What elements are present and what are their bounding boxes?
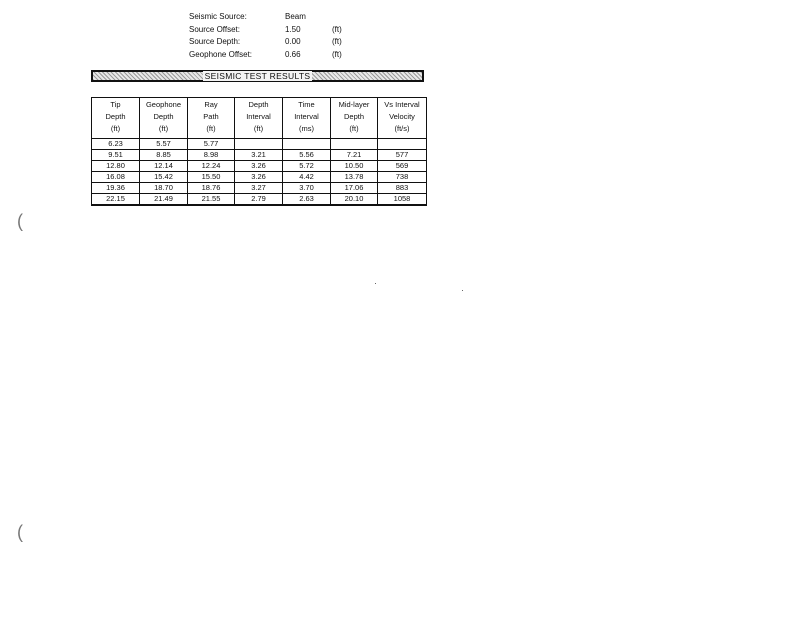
- header-time-interval: Time Interval (ms): [283, 98, 331, 139]
- table-row: [92, 150, 427, 161]
- banner-title: SEISMIC TEST RESULTS: [204, 71, 311, 81]
- cell-ray-path: 21.55: [188, 194, 235, 206]
- param-label: Geophone Offset:: [189, 49, 253, 59]
- cell-vs-interval-velocity: 738: [378, 172, 427, 183]
- cell-geophone-depth: 5.57: [140, 139, 188, 150]
- cell-depth-interval: [235, 139, 283, 150]
- cell-depth-interval: 3.26: [235, 161, 283, 172]
- cell-tip-depth: 16.08: [92, 172, 140, 183]
- cell-time-interval: 4.42: [283, 172, 331, 183]
- table-row: [92, 172, 427, 183]
- cell-mid-layer-depth: 13.78: [331, 172, 378, 183]
- cell-time-interval: [283, 139, 331, 150]
- table-row: [92, 139, 427, 150]
- table-header-row: [92, 98, 427, 139]
- param-label: Source Offset:: [189, 24, 240, 34]
- cell-vs-interval-velocity: 577: [378, 150, 427, 161]
- cell-vs-interval-velocity: 1058: [378, 194, 427, 206]
- cell-tip-depth: 22.15: [92, 194, 140, 206]
- cell-depth-interval: 3.27: [235, 183, 283, 194]
- header-vs-interval-velocity: Vs Interval Velocity (ft/s): [378, 98, 427, 139]
- param-value: Beam: [285, 12, 306, 21]
- param-label: Seismic Source:: [189, 12, 247, 21]
- cell-tip-depth: 19.36: [92, 183, 140, 194]
- cell-mid-layer-depth: [331, 139, 378, 150]
- header-ray-path: Ray Path (ft): [188, 98, 235, 139]
- cell-depth-interval: 3.26: [235, 172, 283, 183]
- cell-vs-interval-velocity: 569: [378, 161, 427, 172]
- cell-ray-path: 8.98: [188, 150, 235, 161]
- cell-ray-path: 18.76: [188, 183, 235, 194]
- cell-ray-path: 12.24: [188, 161, 235, 172]
- header-geophone-depth: Geophone Depth (ft): [140, 98, 188, 139]
- cell-mid-layer-depth: 7.21: [331, 150, 378, 161]
- param-unit: (ft): [332, 24, 342, 34]
- cell-geophone-depth: 18.70: [140, 183, 188, 194]
- section-banner: [91, 70, 424, 82]
- cell-mid-layer-depth: 20.10: [331, 194, 378, 206]
- param-unit: (ft): [332, 49, 342, 59]
- scan-speck: [462, 290, 463, 291]
- table-row: [92, 161, 427, 172]
- cell-time-interval: 5.72: [283, 161, 331, 172]
- cell-tip-depth: 9.51: [92, 150, 140, 161]
- cell-mid-layer-depth: 17.06: [331, 183, 378, 194]
- header-mid-layer-depth: Mid-layer Depth (ft): [331, 98, 378, 139]
- cell-vs-interval-velocity: 883: [378, 183, 427, 194]
- table-row: [92, 194, 427, 206]
- param-value: 1.50: [285, 24, 301, 34]
- cell-geophone-depth: 8.85: [140, 150, 188, 161]
- cell-tip-depth: 6.23: [92, 139, 140, 150]
- param-unit: (ft): [332, 37, 342, 46]
- table-row: [92, 183, 427, 194]
- seismic-results-table: [91, 97, 427, 206]
- binder-hole-mark: (: [17, 522, 23, 542]
- cell-depth-interval: 2.79: [235, 194, 283, 206]
- scan-speck: [375, 283, 376, 284]
- cell-ray-path: 15.50: [188, 172, 235, 183]
- cell-vs-interval-velocity: [378, 139, 427, 150]
- cell-geophone-depth: 21.49: [140, 194, 188, 206]
- param-label: Source Depth:: [189, 37, 241, 46]
- cell-geophone-depth: 15.42: [140, 172, 188, 183]
- cell-tip-depth: 12.80: [92, 161, 140, 172]
- binder-hole-mark: (: [17, 211, 23, 231]
- header-tip-depth: Tip Depth (ft): [92, 98, 140, 139]
- cell-ray-path: 5.77: [188, 139, 235, 150]
- param-value: 0.66: [285, 49, 301, 59]
- cell-depth-interval: 3.21: [235, 150, 283, 161]
- cell-time-interval: 5.56: [283, 150, 331, 161]
- param-value: 0.00: [285, 37, 301, 46]
- cell-time-interval: 2.63: [283, 194, 331, 206]
- cell-mid-layer-depth: 10.50: [331, 161, 378, 172]
- cell-geophone-depth: 12.14: [140, 161, 188, 172]
- cell-time-interval: 3.70: [283, 183, 331, 194]
- header-depth-interval: Depth Interval (ft): [235, 98, 283, 139]
